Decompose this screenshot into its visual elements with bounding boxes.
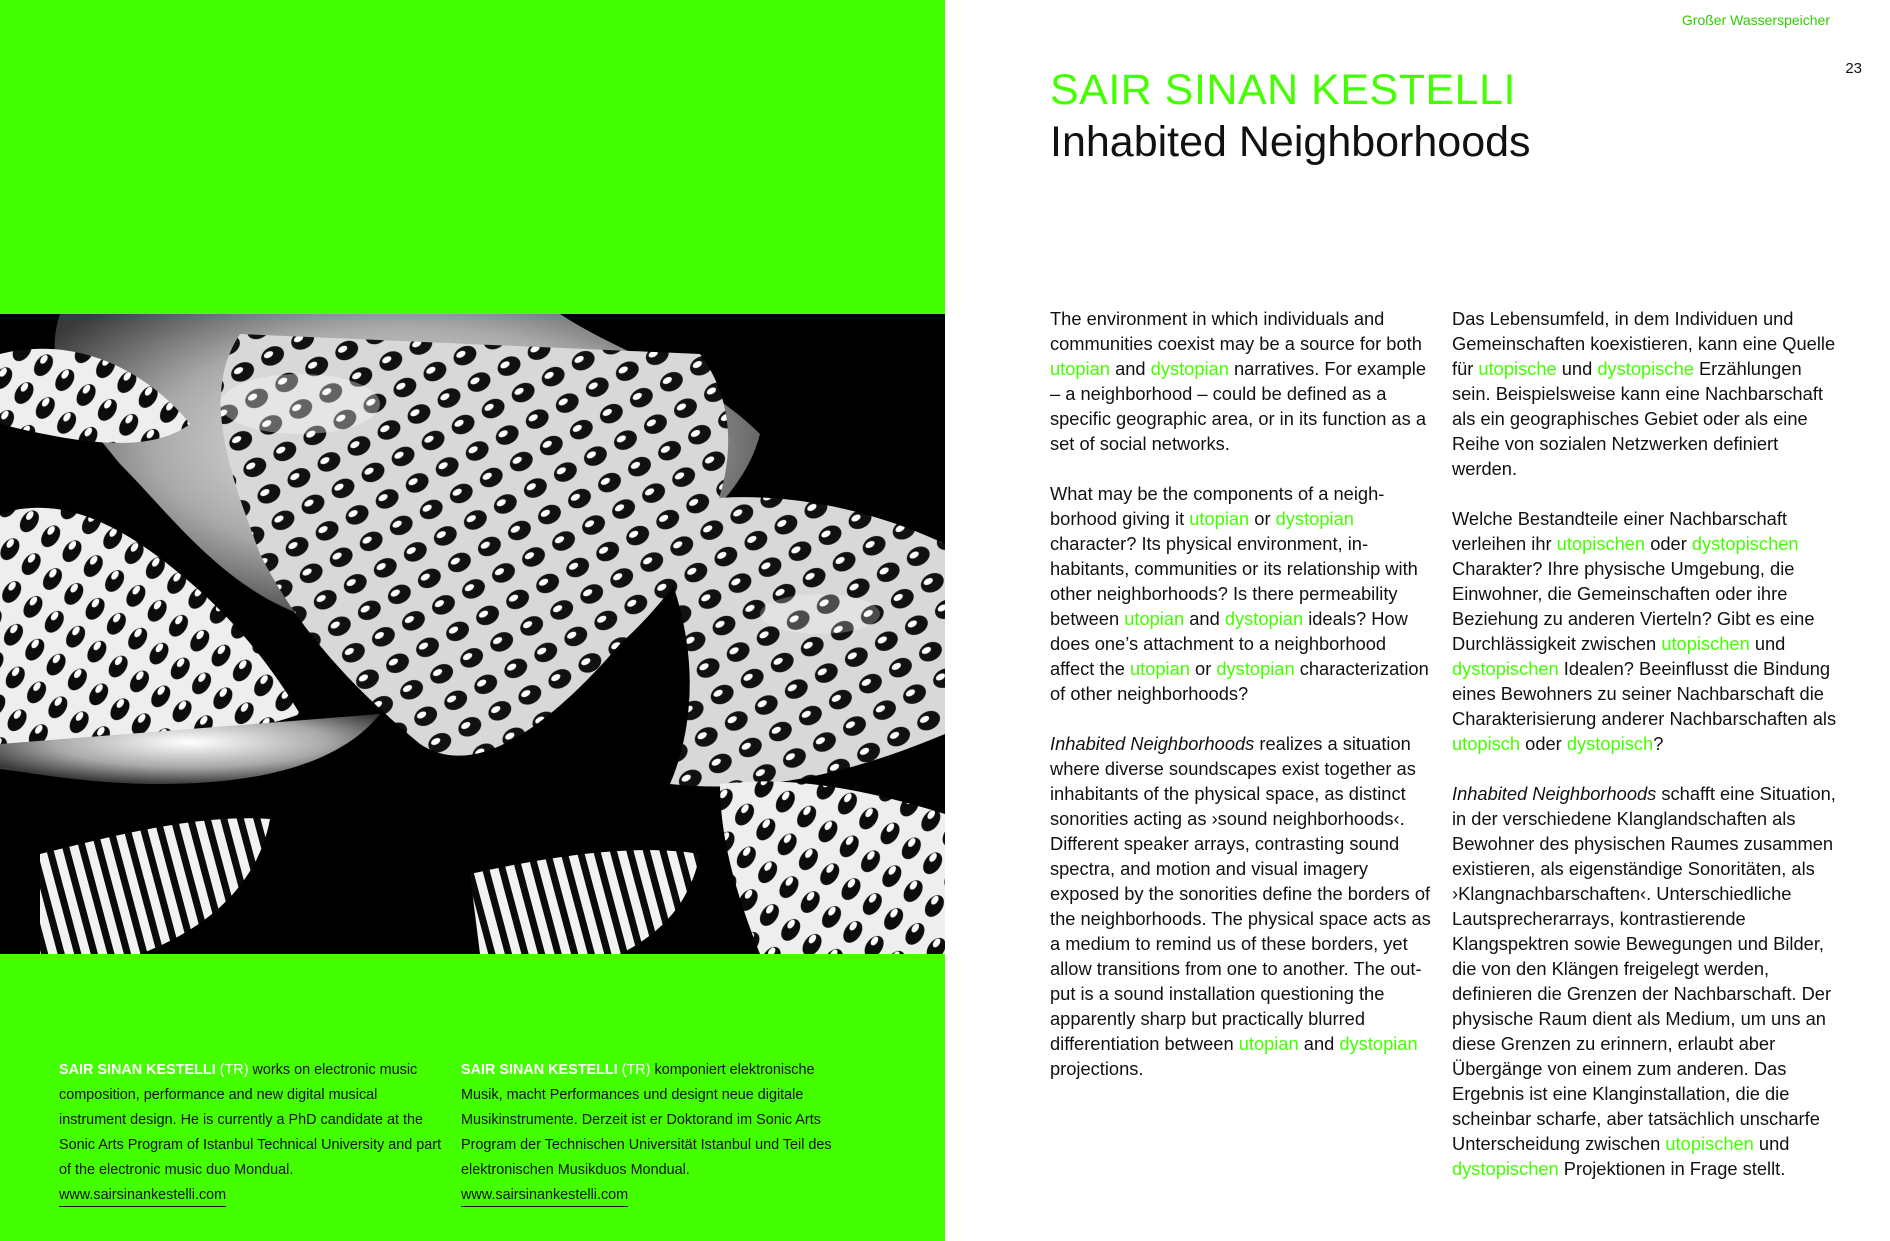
paragraph xyxy=(1050,306,1435,456)
artwork-photo xyxy=(0,314,945,954)
bio-name: SAIR SINAN KESTELLI xyxy=(461,1062,618,1078)
text-run: and xyxy=(1298,1033,1340,1054)
text-run: oder xyxy=(1520,733,1567,754)
bio-country: (TR) xyxy=(621,1062,651,1078)
highlight-word: utopian xyxy=(1050,358,1110,379)
running-head: Großer Wasserspeicher xyxy=(1681,12,1830,28)
highlight-word: utopisch xyxy=(1452,733,1521,754)
highlight-word: utopische xyxy=(1478,358,1557,379)
text-run: Charakter? Ihre physische Umgebung, die Einwohner, die Gemeinschaften oder ihre Beziehung zu anderen Vierteln? Gibt es eine Durchlässigkeit zwischen xyxy=(1452,558,1815,654)
text-run: and xyxy=(1184,608,1225,629)
paragraph xyxy=(1050,731,1435,1081)
text-run: Projektionen in Frage stellt. xyxy=(1558,1158,1786,1179)
text-run: und xyxy=(1753,1133,1790,1154)
highlight-word: dystopisch xyxy=(1566,733,1654,754)
text-run: realizes a situation where diverse soundscapes exist together as inhabitants of the physical space, as distinct sonorities acting as ›sound neighborhoods‹. Different speaker arrays, contrasting sound spectra, and motion and visual imagery exposed by the sonorities define the borders of the neighborhoods. The physical space acts as a medium to remind us of these borders, yet allow transitions from one to another. The output is a sound installation questioning the apparently sharp but practically blurred differentiation between xyxy=(1050,733,1431,1054)
highlight-word: utopian xyxy=(1189,508,1250,529)
text-column-english xyxy=(1050,306,1435,1106)
highlight-word: dystopian xyxy=(1150,358,1229,379)
text-run: Das Lebensumfeld, in dem Individuen und Gemeinschaften koexistieren, kann eine Quelle für xyxy=(1452,308,1836,379)
highlight-word: dystopischen xyxy=(1452,658,1559,679)
text-run: or xyxy=(1189,658,1217,679)
website-link[interactable]: www.sairsinankestelli.com xyxy=(59,1184,226,1207)
website-link[interactable]: www.sairsinankestelli.com xyxy=(461,1184,628,1207)
text-run: projections. xyxy=(1050,1058,1144,1079)
paragraph xyxy=(1452,781,1837,1181)
highlight-word: utopian xyxy=(1124,608,1185,629)
text-run: or xyxy=(1249,508,1276,529)
artist-name: SAIR SINAN KESTELLI xyxy=(1050,66,1516,114)
page-number: 23 xyxy=(1845,60,1862,77)
bio-text: komponiert elektronische Musik, macht Performances und designt neue digitale Musikinstrumente. Derzeit ist er Doktorand im Sonic Arts Program der Technischen Universität Istanbul und Teil des elektronischen Musikduos Mondual. xyxy=(461,1062,832,1178)
highlight-word: dystopian xyxy=(1216,658,1295,679)
highlight-word: dystopian xyxy=(1224,608,1304,629)
paragraph xyxy=(1452,506,1837,756)
work-title-inline: Inhabited Neighborhoods xyxy=(1050,733,1255,754)
highlight-word: dystopian xyxy=(1339,1033,1418,1054)
highlight-word: dystopian xyxy=(1275,508,1354,529)
bio-german xyxy=(461,1058,846,1208)
bio-country: (TR) xyxy=(219,1062,249,1078)
highlight-word: dystopischen xyxy=(1691,533,1799,554)
text-column-german xyxy=(1452,306,1837,1206)
text-run: Erzählungen sein. Beispielsweise kann eine Nachbarschaft als ein geographisches Gebiet oder als eine Reihe von sozialen Netzwerken definiert werden. xyxy=(1452,358,1823,479)
work-title-inline: Inhabited Neighborhoods xyxy=(1452,783,1657,804)
paragraph xyxy=(1452,306,1837,481)
text-run: The environment in which individuals and communities coexist may be a source for both xyxy=(1050,308,1422,354)
work-title: Inhabited Neighborhoods xyxy=(1050,118,1531,166)
text-run: character? Its physical environment, inhabitants, communities or its relationship with other neighborhoods? Is there permeability between xyxy=(1050,533,1418,629)
highlight-word: utopian xyxy=(1238,1033,1299,1054)
bio-name: SAIR SINAN KESTELLI xyxy=(59,1062,216,1078)
text-run: characterization of other neighborhoods? xyxy=(1050,658,1429,704)
text-run: ideals? How does one’s attachment to a neighborhood affect the xyxy=(1050,608,1408,679)
text-run: und xyxy=(1556,358,1598,379)
bio-text: works on electronic music composition, performance and new digital musical instrument design. He is currently a PhD candidate at the Sonic Arts Program of Istanbul Technical University and part of the electronic music duo Mondual. xyxy=(59,1062,442,1178)
text-run: Idealen? Beeinflusst die Bindung eines Bewohners zu seiner Nachbarschaft die Charakterisierung anderer Nachbarschaften als xyxy=(1452,658,1837,729)
text-run: ? xyxy=(1653,733,1664,754)
text-run: narratives. For example – a neighborhood – could be defined as a specific geographic area, or in its function as a set of social networks. xyxy=(1050,358,1427,454)
artwork-image xyxy=(0,314,945,954)
text-run: What may be the components of a neighborhood giving it xyxy=(1050,483,1385,529)
highlight-word: dystopische xyxy=(1597,358,1694,379)
text-run: Welche Bestandteile einer Nachbarschaft verleihen ihr xyxy=(1452,508,1788,554)
highlight-word: utopischen xyxy=(1661,633,1750,654)
highlight-word: utopian xyxy=(1129,658,1190,679)
highlight-word: dystopischen xyxy=(1452,1158,1559,1179)
text-run: und xyxy=(1749,633,1786,654)
paragraph xyxy=(1050,481,1435,706)
text-run: schafft eine Situation, in der verschiedene Klanglandschaften als Bewohner des physischen Raumes zusammen existieren, als eigenständige Sonoritäten, als ›Klangnachbarschaften‹. Unterschiedliche Lautsprecherarrays, kontrastierende Klangspektren sowie Bewegungen und Bilder, die von den Klängen freigelegt werden, definieren die Grenzen der Nachbarschaft. Der physische Raum dient als Medium, um uns an diese Grenzen zu erinnern, erlaubt aber Übergänge von einem zum anderen. Das Ergebnis ist eine Klanginstallation, die die scheinbar scharfe, aber tatsächlich unscharfe Unterscheidung zwischen xyxy=(1452,783,1836,1154)
highlight-word: utopischen xyxy=(1665,1133,1754,1154)
text-run: oder xyxy=(1645,533,1692,554)
text-run: and xyxy=(1109,358,1151,379)
bio-english xyxy=(59,1058,444,1208)
highlight-word: utopischen xyxy=(1556,533,1646,554)
